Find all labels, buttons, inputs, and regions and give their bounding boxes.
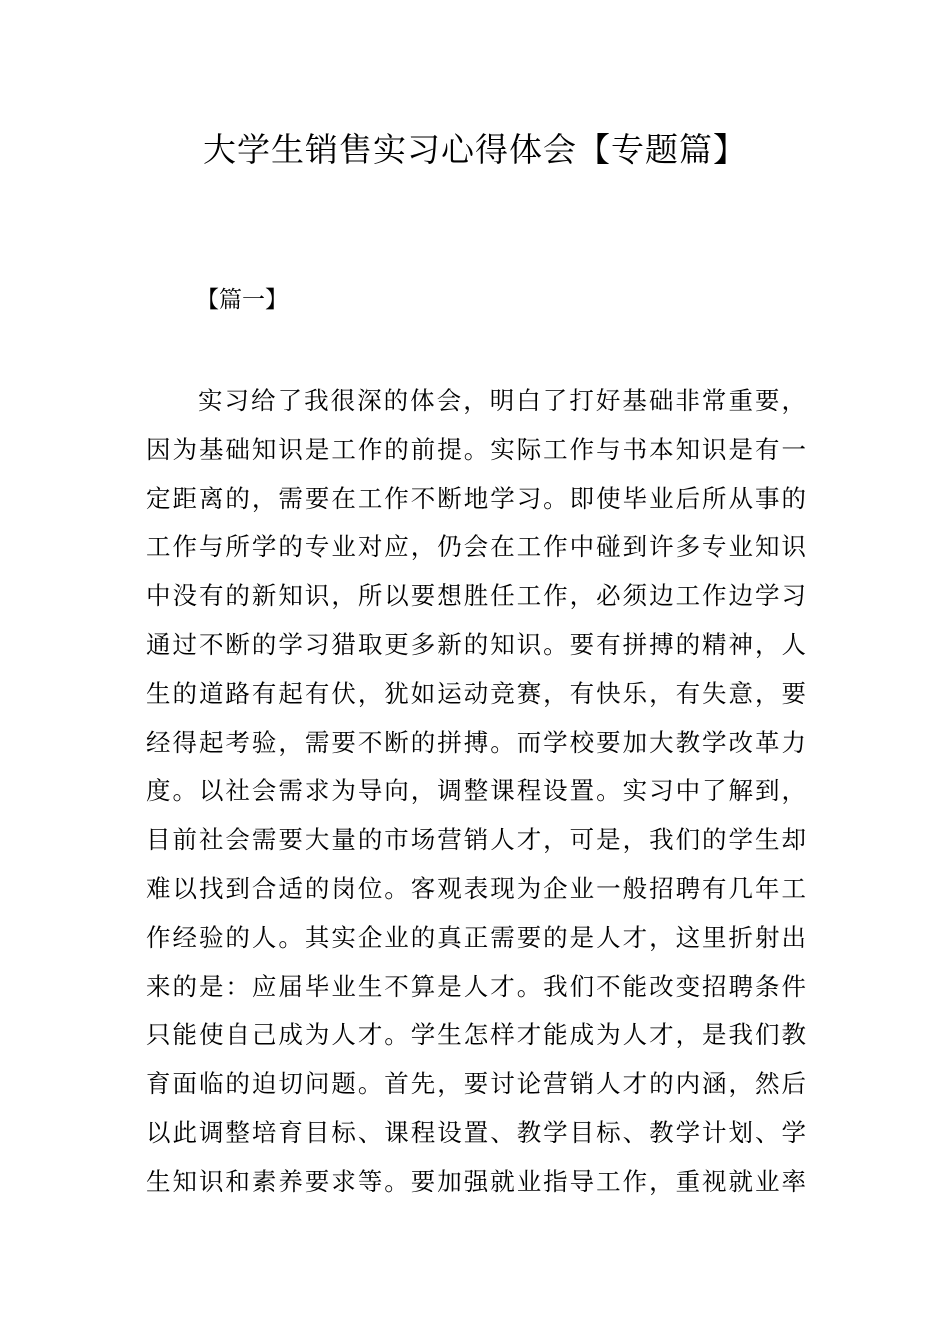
paragraph-line: 只能使自己成为人才。学生怎样才能成为人才，是我们教 [146, 1020, 806, 1050]
paragraph-line: 来的是：应届毕业生不算是人才。我们不能改变招聘条件 [146, 971, 806, 1001]
paragraph-line: 度。以社会需求为导向，调整课程设置。实习中了解到， [146, 776, 806, 806]
paragraph-line: 工作与所学的专业对应，仍会在工作中碰到许多专业知识 [146, 532, 806, 562]
section-heading: 【篇一】 [196, 287, 288, 313]
paragraph-line: 通过不断的学习猎取更多新的知识。要有拼搏的精神，人 [146, 629, 806, 659]
paragraph-line: 实习给了我很深的体会，明白了打好基础非常重要， [198, 386, 806, 415]
paragraph-line: 目前社会需要大量的市场营销人才，可是，我们的学生却 [146, 825, 806, 855]
paragraph-line: 难以找到合适的岗位。客观表现为企业一般招聘有几年工 [146, 873, 806, 903]
paragraph-line: 经得起考验，需要不断的拼搏。而学校要加大教学改革力 [146, 727, 806, 757]
document-title: 大学生销售实习心得体会【专题篇】 [203, 130, 747, 169]
paragraph-line: 生的道路有起有伏，犹如运动竞赛，有快乐，有失意，要 [146, 678, 806, 708]
body-paragraph [146, 377, 806, 1207]
paragraph-line: 作经验的人。其实企业的真正需要的是人才，这里折射出 [146, 922, 806, 952]
paragraph-line: 中没有的新知识，所以要想胜任工作，必须边工作边学习 [146, 581, 806, 611]
paragraph-line: 生知识和素养要求等。要加强就业指导工作，重视就业率 [146, 1166, 806, 1196]
paragraph-line: 育面临的迫切问题。首先，要讨论营销人才的内涵，然后 [146, 1069, 806, 1099]
paragraph-line: 以此调整培育目标、课程设置、教学目标、教学计划、学 [146, 1117, 806, 1147]
paragraph-line: 定距离的，需要在工作不断地学习。即使毕业后所从事的 [146, 483, 806, 513]
paragraph-line: 因为基础知识是工作的前提。实际工作与书本知识是有一 [146, 434, 806, 464]
